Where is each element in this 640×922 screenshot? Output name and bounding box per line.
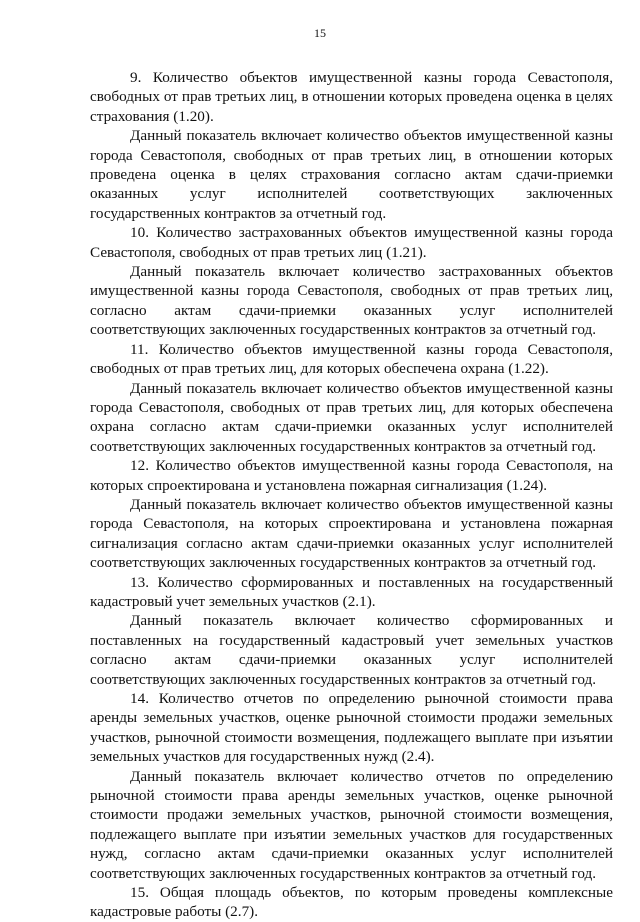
paragraph-item-11: 11. Количество объектов имущественной казны города Севастополя, свободных от прав третьих лиц, для которых обеспечена охрана (1.22). [90,340,613,378]
paragraph-item-9: 9. Количество объектов имущественной казны города Севастополя, свободных от прав третьих лиц, в отношении которых проведена оценка в целях страхования (1.20). [90,69,613,125]
paragraph-item-12-description: Данный показатель включает количество объектов имущественной казны города Севастополя, на которых спроектирована и установлена пожарная сигнализация согласно актам сдачи-приемки оказанных услуг исполнителей соответствующих заключенных государственных контрактов за отчетный год. [90,495,613,572]
paragraph-item-9-description: Данный показатель включает количество объектов имущественной казны города Севастополя, свободных от прав третьих лиц, в отношении которых проведена оценка в целях страхования согласно актам сдачи-приемки оказанных услуг исполнителей соответствующих заключенных государственных контрактов за отчетный год. [90,127,613,222]
paragraph-item-15: 15. Общая площадь объектов, по которым проведены комплексные кадастровые работы (2.7). [90,884,613,921]
paragraph-item-10-description: Данный показатель включает количество застрахованных объектов имущественной казны города Севастополя, свободных от прав третьих лиц, согласно актам сдачи-приемки оказанных услуг исполнителей соответствующих заключенных государственных контрактов за отчетный год. [90,263,613,339]
paragraph-item-14-description: Данный показатель включает количество отчетов по определению рыночной стоимости права аренды земельных участков, оценке рыночной стоимости продажи земельных участков, рыночной стоимости возмещения, подлежащего выплате при изъятии земельных участков для государственных нужд, согласно актам сдачи-приемки оказанных услуг исполнителей соответствующих заключенных государственных контрактов за отчетный год. [90,767,613,882]
paragraph-item-14: 14. Количество отчетов по определению рыночной стоимости права аренды земельных участков, оценке рыночной стоимости продажи земельных участков, рыночной стоимости возмещения, подлежащего выплате при изъятии земельных участков для государственных нужд (2.4). [90,690,613,766]
document-body [90,68,613,922]
page-number: 15 [314,26,326,40]
paragraph-item-10: 10. Количество застрахованных объектов имущественной казны города Севастополя, свободных от прав третьих лиц (1.21). [90,224,613,261]
paragraph-item-11-description: Данный показатель включает количество объектов имущественной казны города Севастополя, свободных от прав третьих лиц, для которых обеспечена охрана согласно актам сдачи-приемки оказанных услуг исполнителей соответствующих заключенных государственных контрактов за отчетный год. [90,379,613,455]
paragraph-item-13-description: Данный показатель включает количество сформированных и поставленных на государственный кадастровый учет земельных участков согласно актам сдачи-приемки оказанных услуг исполнителей соответствующих заключенных государственных контрактов за отчетный год. [90,612,613,688]
paragraph-item-13: 13. Количество сформированных и поставленных на государственный кадастровый учет земельных участков (2.1). [90,573,613,610]
paragraph-item-12: 12. Количество объектов имущественной казны города Севастополя, на которых спроектирована и установлена пожарная сигнализация (1.24). [90,457,613,494]
